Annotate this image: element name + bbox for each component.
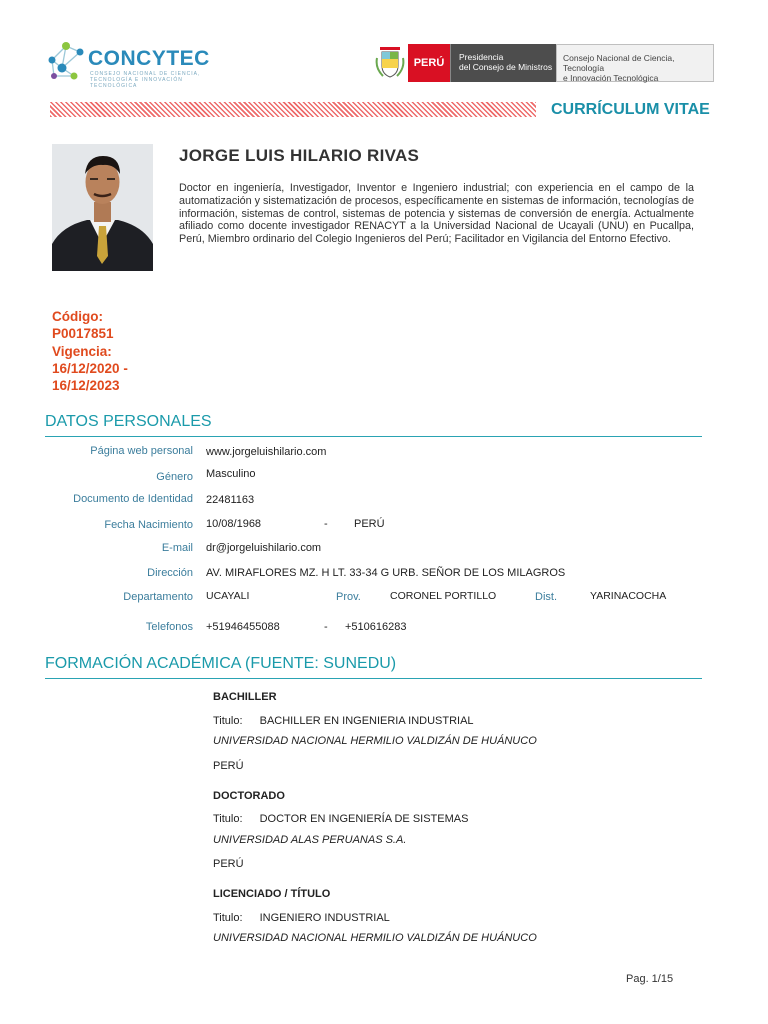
province-value: CORONEL PORTILLO: [390, 590, 497, 602]
council-label: [556, 44, 714, 82]
coat-of-arms-icon: [372, 44, 408, 82]
degree-title-prefix: Titulo:: [213, 715, 243, 727]
degree-university: UNIVERSIDAD NACIONAL HERMILIO VALDIZÁN DE HUÁNUCO: [213, 932, 537, 944]
degree-title-prefix: Titulo:: [213, 912, 243, 924]
council-line-2: e Innovación Tecnológica: [563, 73, 659, 83]
department-value: UCAYALI: [206, 590, 250, 602]
cv-title: CURRÍCULUM VITAE: [551, 101, 710, 118]
code-label: Código:: [52, 309, 103, 324]
degree-title-row: [213, 813, 468, 825]
phone-1: +51946455088: [206, 621, 280, 633]
network-logo-icon: [44, 38, 88, 88]
email-value[interactable]: dr@jorgeluishilario.com: [206, 542, 322, 554]
birth-separator: -: [324, 518, 328, 530]
district-value: YARINACOCHA: [590, 590, 667, 602]
gender-value: Masculino: [206, 468, 256, 480]
address-value: AV. MIRAFLORES MZ. H LT. 33-34 G URB. SEÑOR DE LOS MILAGROS: [206, 567, 566, 579]
logo-name: CONCYTEC: [88, 47, 210, 70]
section-divider: [45, 678, 702, 679]
web-label: Página web personal: [90, 445, 193, 457]
degree-level: DOCTORADO: [213, 790, 285, 802]
biography: Doctor en ingeniería, Investigador, Inventor e Ingeniero industrial; con experiencia en el campo de la automatización y sistematización de procesos, específicamente en sistemas de información, tecnologías de información, sistemas de control, sistemas de potencia y sistemas de conversión de energía. Actualmente afiliado como docente investigador RENACYT a la Universidad Nacional de Ucayali (UNU) en Pucallpa, Perú, Miembro ordinario del Colegio Ingenieros del Perú; Facilitador en Vigilancia del Entorno Efectivo.: [179, 182, 694, 246]
phone-label: Telefonos: [145, 621, 193, 633]
council-line-1: Consejo Nacional de Ciencia, Tecnología: [563, 53, 675, 73]
phone-separator: -: [324, 621, 328, 633]
logo-subtitle: CONSEJO NACIONAL DE CIENCIA, TECNOLOGÍA E INNOVACIÓN TECNOLÓGICA: [90, 71, 201, 89]
degree-university: UNIVERSIDAD NACIONAL HERMILIO VALDIZÁN DE HUÁNUCO: [213, 735, 537, 747]
validity-start: 16/12/2020 -: [52, 360, 128, 376]
district-label: Dist.: [535, 591, 557, 603]
degree-title-row: [213, 715, 474, 727]
degree-level: BACHILLER: [213, 691, 277, 703]
concytec-logo: [44, 38, 214, 88]
document-label: Documento de Identidad: [73, 493, 193, 505]
hatched-divider: [50, 102, 536, 117]
birth-date: 10/08/1968: [206, 518, 262, 530]
peru-label: PERÚ: [408, 44, 450, 82]
pcm-label: [450, 44, 556, 82]
phone-2: +510616283: [345, 621, 407, 633]
degree-title-prefix: Titulo:: [213, 813, 243, 825]
code-value: P0017851: [52, 326, 114, 342]
degree-title: DOCTOR EN INGENIERÍA DE SISTEMAS: [259, 813, 469, 825]
birth-label: Fecha Nacimiento: [104, 519, 193, 531]
section-title-education: FORMACIÓN ACADÉMICA (FUENTE: SUNEDU): [45, 655, 397, 672]
address-label: Dirección: [147, 567, 193, 579]
profile-photo: [52, 144, 153, 271]
page-number: Pag. 1/15: [626, 973, 674, 985]
validity-end: 16/12/2023: [52, 378, 120, 394]
document-value: 22481163: [206, 494, 255, 506]
email-label: E-mail: [161, 542, 193, 554]
degree-university: UNIVERSIDAD ALAS PERUANAS S.A.: [213, 834, 407, 846]
degree-title-row: [213, 912, 390, 924]
degree-title: INGENIERO INDUSTRIAL: [259, 912, 390, 924]
degree-country: PERÚ: [213, 858, 244, 870]
registry-code: [52, 308, 128, 394]
degree-country: PERÚ: [213, 760, 244, 772]
degree-title: BACHILLER EN INGENIERIA INDUSTRIAL: [259, 715, 474, 727]
pcm-line-1: Presidencia: [459, 52, 504, 62]
province-label: Prov.: [336, 591, 361, 603]
web-value[interactable]: www.jorgeluishilario.com: [206, 446, 327, 458]
validity-label: Vigencia:: [52, 343, 112, 359]
department-label: Departamento: [123, 591, 193, 603]
person-name: JORGE LUIS HILARIO RIVAS: [179, 146, 420, 165]
pcm-line-2: del Consejo de Ministros: [459, 62, 553, 72]
section-title-personal: DATOS PERSONALES: [45, 413, 212, 430]
birth-country: PERÚ: [354, 518, 385, 530]
government-banner: [372, 44, 714, 82]
gender-label: Género: [156, 471, 193, 483]
section-divider: [45, 436, 702, 437]
degree-level: LICENCIADO / TÍTULO: [213, 888, 331, 900]
